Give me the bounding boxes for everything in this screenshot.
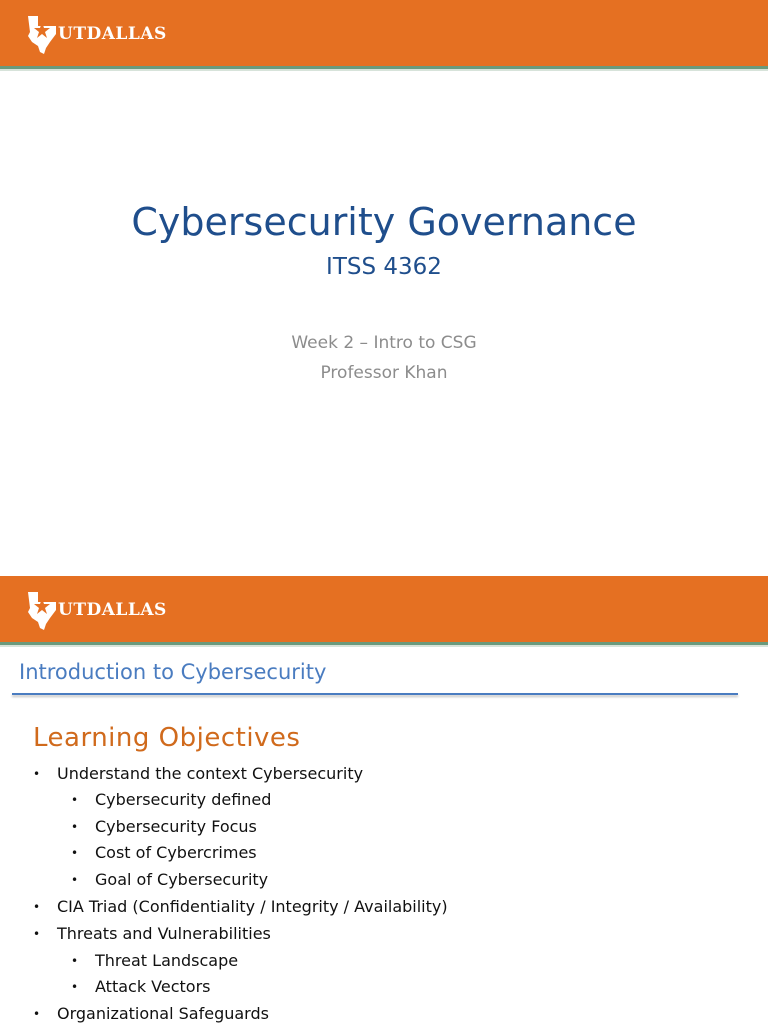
bullet-icon: • — [71, 873, 79, 887]
bullet-icon: • — [71, 793, 79, 807]
utdallas-logo — [22, 12, 167, 56]
bullet-icon: • — [71, 980, 79, 994]
list-item: • Goal of Cybersecurity — [71, 870, 269, 889]
list-item: • Attack Vectors — [71, 977, 211, 996]
header-banner — [0, 576, 768, 642]
logo-text: UTDALLAS — [58, 24, 167, 44]
bullet-icon: • — [71, 846, 79, 860]
course-code: ITSS 4362 — [326, 254, 442, 280]
texas-star-icon — [22, 588, 62, 632]
list-item: • Threat Landscape — [71, 951, 239, 970]
week-label: Week 2 – Intro to CSG — [291, 333, 477, 353]
header-banner — [0, 0, 768, 66]
list-item: • Understand the context Cybersecurity — [33, 764, 364, 783]
list-item: • CIA Triad (Confidentiality / Integrity / Availability) — [33, 897, 448, 916]
professor-label: Professor Khan — [320, 363, 448, 383]
list-item: • Threats and Vulnerabilities — [33, 924, 271, 943]
learning-objectives-title: Learning Objectives — [33, 723, 301, 753]
section-heading: Introduction to Cybersecurity — [19, 660, 327, 684]
list-item: • Organizational Safeguards — [33, 1004, 269, 1023]
bullet-icon: • — [71, 954, 79, 968]
logo-text: UTDALLAS — [58, 600, 167, 620]
list-item: • Cybersecurity defined — [71, 790, 272, 809]
bullet-icon: • — [33, 767, 41, 781]
bullet-icon: • — [33, 900, 41, 914]
utdallas-logo — [22, 588, 167, 632]
list-item: • Cybersecurity Focus — [71, 817, 257, 836]
bullet-icon: • — [71, 820, 79, 834]
heading-underline — [12, 693, 738, 695]
banner-rule-light — [0, 69, 768, 71]
bullet-icon: • — [33, 1007, 41, 1021]
objectives-slide — [0, 576, 768, 1024]
texas-star-icon — [22, 12, 62, 56]
slide-title: Cybersecurity Governance — [131, 200, 637, 244]
list-item: • Cost of Cybercrimes — [71, 843, 257, 862]
banner-rule-light — [0, 645, 768, 647]
bullet-icon: • — [33, 927, 41, 941]
